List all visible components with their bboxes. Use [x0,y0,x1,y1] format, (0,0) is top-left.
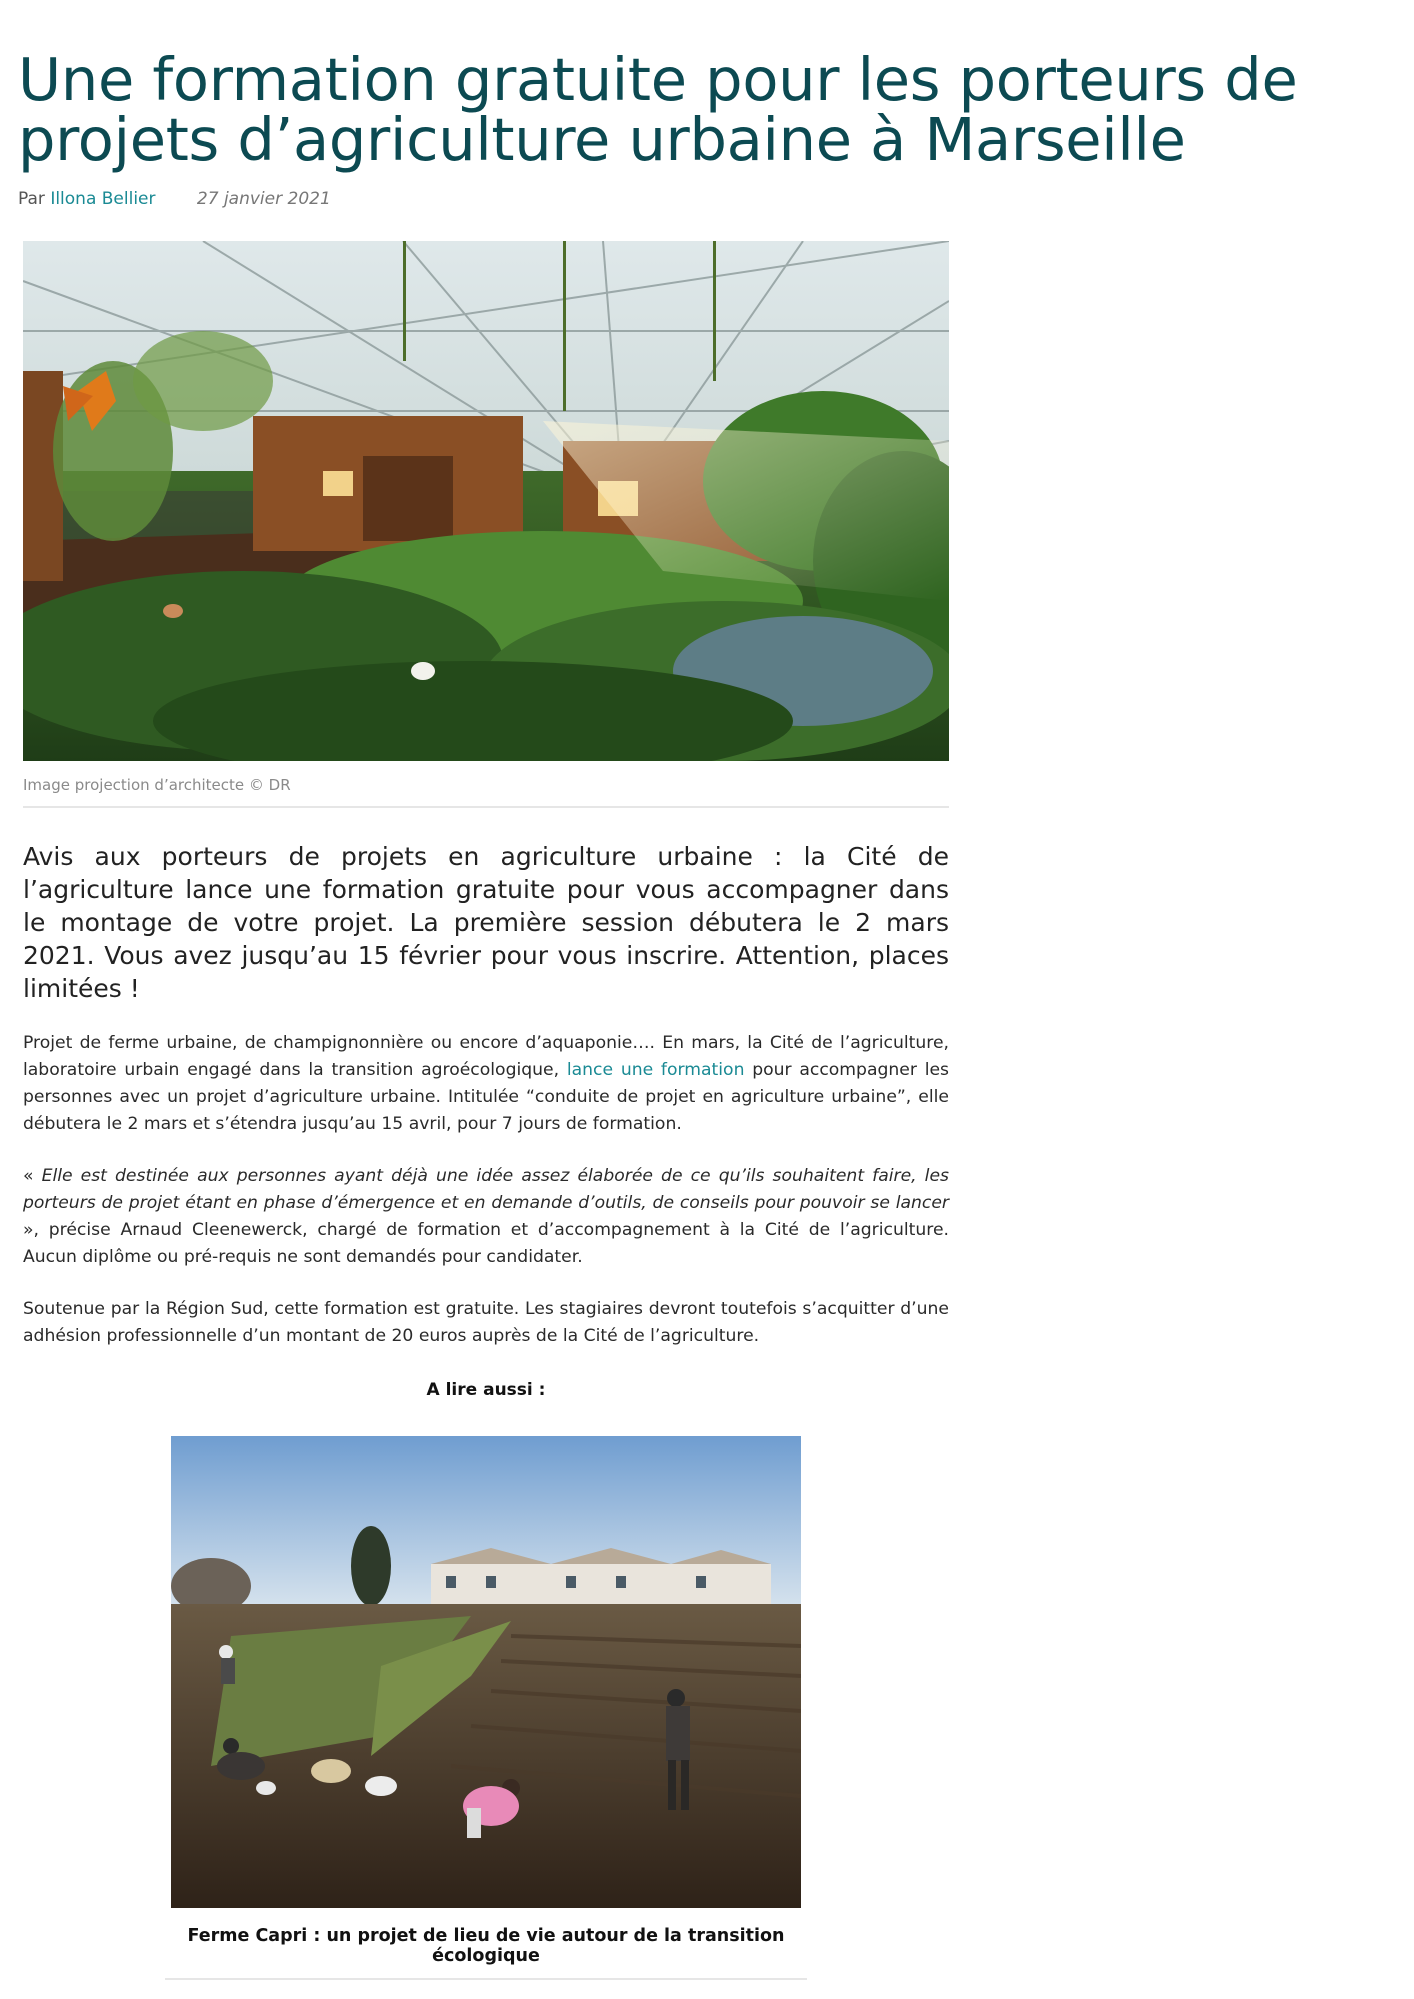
paragraph-2-text: », précise Arnaud Cleenewerck, chargé de formation et d’accompagnement à la Cité de l’agriculture. Aucun diplôme ou pré-requis ne sont demandés pour candidater. [23,1220,949,1267]
paragraph-1 [23,1030,949,1138]
greenhouse-image [23,241,949,761]
farm-image[interactable] [171,1436,801,1908]
article-lead: Avis aux porteurs de projets en agriculture urbaine : la Cité de l’agriculture lance une formation gratuite pour vous accompagner dans le montage de votre projet. La première session débutera le 2 mars 2021. Vous avez jusqu’au 15 février pour vous inscrire. Attention, places limitées ! [23,842,949,1003]
paragraph-3: Soutenue par la Région Sud, cette formation est gratuite. Les stagiaires devront toutefois s’acquitter d’une adhésion professionnelle d’un montant de 20 euros auprès de la Cité de l’agriculture. [23,1299,949,1346]
training-link[interactable]: lance une formation [566,1060,745,1080]
author-link[interactable]: Illona Bellier [50,189,156,209]
quote-text: Elle est destinée aux personnes ayant déjà une idée assez élaborée de ce qu’ils souhaitent faire, les porteurs de projet étant en phase d’émergence et en demande d’outils, de conseils pour pouvoir se lancer [23,1166,949,1213]
paragraph-2 [23,1163,949,1271]
hero-image-caption: Image projection d’architecte © DR [23,776,949,808]
publish-date: 27 janvier 2021 [196,189,331,209]
article-meta [18,189,331,209]
related-article-link[interactable]: Ferme Capri : un projet de lieu de vie autour de la transition écologique [165,1926,807,1980]
by-label: Par [18,189,45,209]
read-also-heading: A lire aussi : [426,1380,546,1400]
article-title: Une formation gratuite pour les porteurs de projets d’agriculture urbaine à Marseille [18,45,1298,174]
paragraph-1-text-b: pour accompagner les personnes avec un projet d’agriculture urbaine. Intitulée “conduite de projet en agriculture urbaine”, elle débutera le 2 mars et s’étendra jusqu’au 15 avril, pour 7 jours de formation. [23,1060,949,1134]
open-quote: « [23,1166,42,1186]
paragraph-1-text-a: Projet de ferme urbaine, de champignonnière ou encore d’aquaponie…. En mars, la Cité de l’agriculture, laboratoire urbain engagé dans la transition agroécologique, [23,1033,949,1080]
